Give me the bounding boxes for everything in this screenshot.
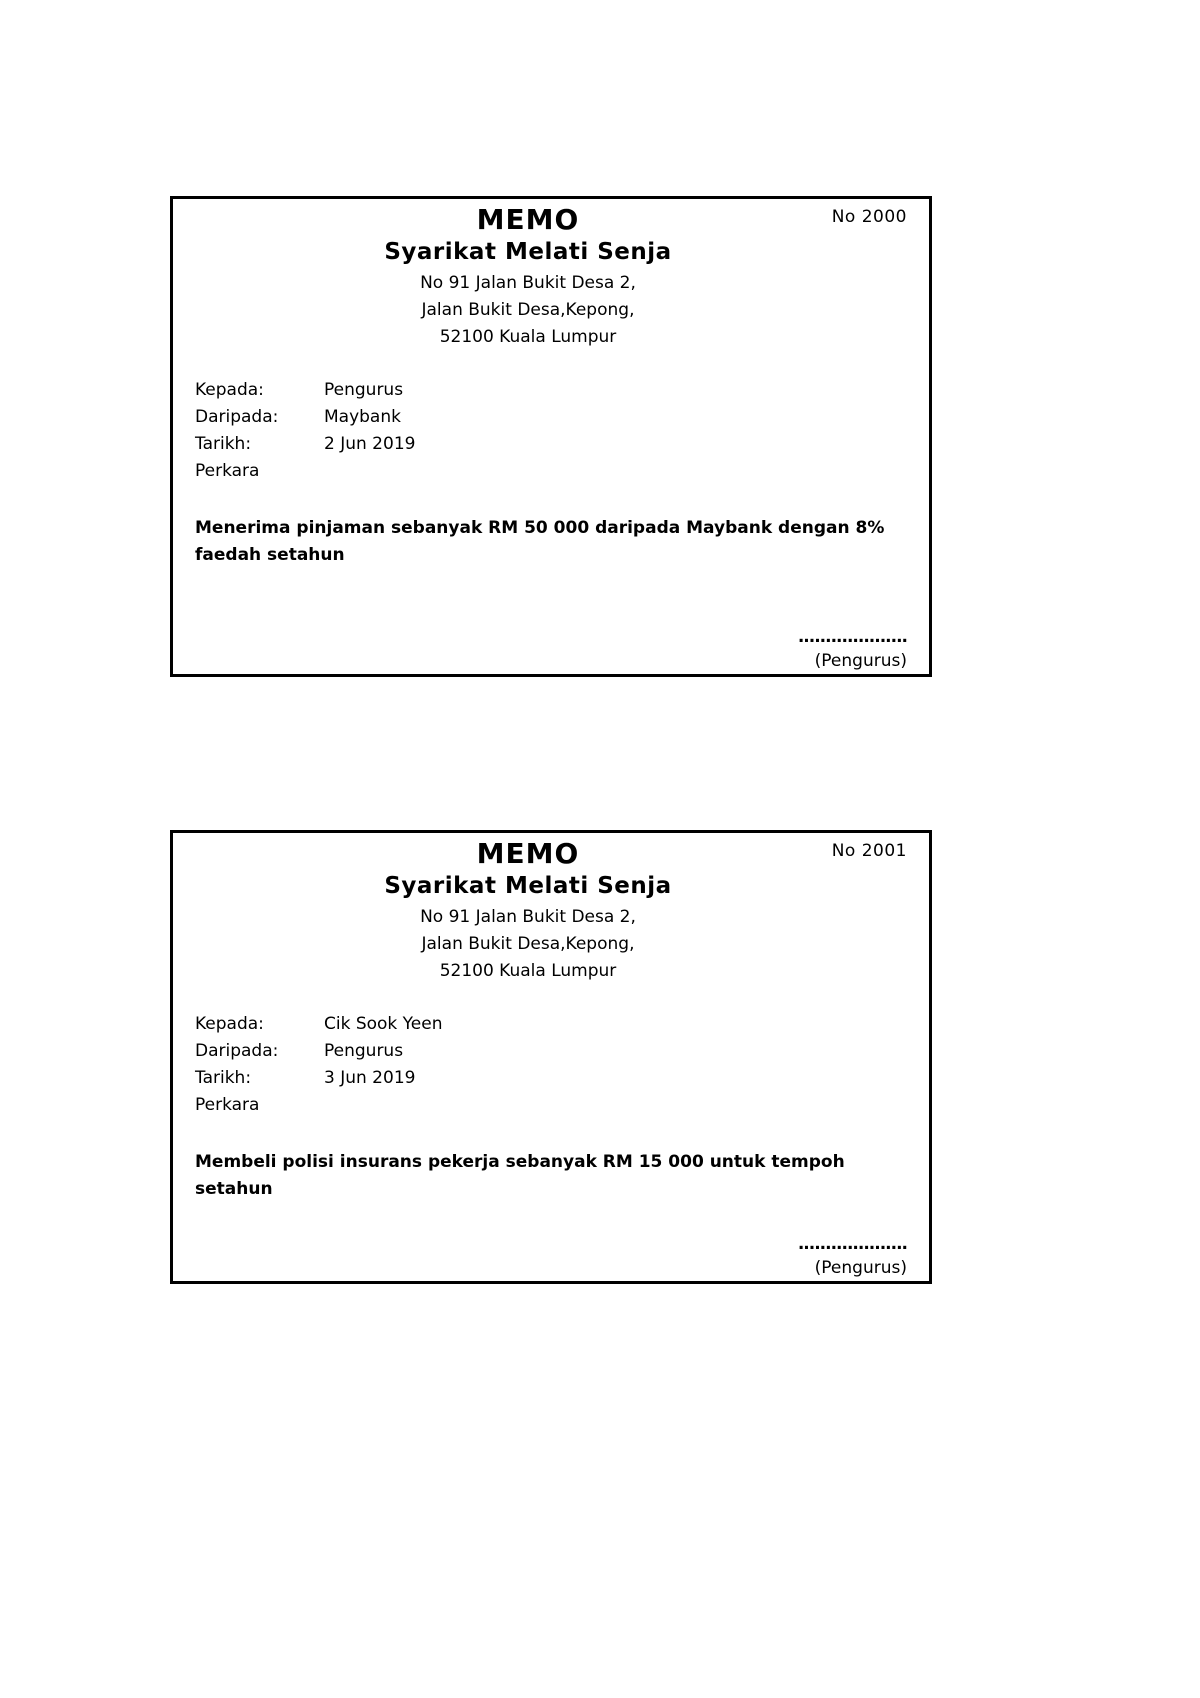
field-kepada [195,1014,795,1038]
address-line: 52100 Kuala Lumpur [439,961,617,981]
memo-body: Membeli polisi insurans pekerja sebanyak RM 15 000 untuk tempoh setahun [195,1152,845,1199]
field-tarikh [195,1068,795,1092]
perkara-label: Perkara [195,1095,260,1115]
kepada-value: Pengurus [324,380,404,400]
tarikh-label: Tarikh: [195,434,252,454]
kepada-value: Cik Sook Yeen [324,1014,443,1034]
daripada-label: Daripada: [195,1041,279,1061]
field-tarikh [195,434,795,458]
memo-card [170,196,932,677]
kepada-label: Kepada: [195,1014,264,1034]
address-line: No 91 Jalan Bukit Desa 2, [420,907,636,927]
address-line: No 91 Jalan Bukit Desa 2, [420,273,636,293]
daripada-value: Maybank [324,407,401,427]
perkara-label: Perkara [195,461,260,481]
field-kepada [195,380,795,404]
field-daripada [195,407,795,431]
address-line: Jalan Bukit Desa,Kepong, [421,934,635,954]
daripada-value: Pengurus [324,1041,404,1061]
field-perkara [195,1095,795,1119]
memo-body: Menerima pinjaman sebanyak RM 50 000 daripada Maybank dengan 8% faedah setahun [195,518,885,565]
memo-number: No 2000 [831,207,907,227]
memo-number: No 2001 [831,841,907,861]
field-perkara [195,461,795,485]
tarikh-label: Tarikh: [195,1068,252,1088]
memo-title: MEMO [476,203,580,236]
kepada-label: Kepada: [195,380,264,400]
tarikh-value: 3 Jun 2019 [324,1068,416,1088]
memo-card [170,830,932,1284]
address-line: Jalan Bukit Desa,Kepong, [421,300,635,320]
signature-line: .................... [797,1234,907,1254]
address-line: 52100 Kuala Lumpur [439,327,617,347]
company-name: Syarikat Melati Senja [384,873,672,899]
signature-name: (Pengurus) [814,1258,907,1278]
memo-title: MEMO [476,837,580,870]
signature-name: (Pengurus) [814,651,907,671]
daripada-label: Daripada: [195,407,279,427]
signature-line: .................... [797,627,907,647]
tarikh-value: 2 Jun 2019 [324,434,416,454]
company-name: Syarikat Melati Senja [384,239,672,265]
field-daripada [195,1041,795,1065]
